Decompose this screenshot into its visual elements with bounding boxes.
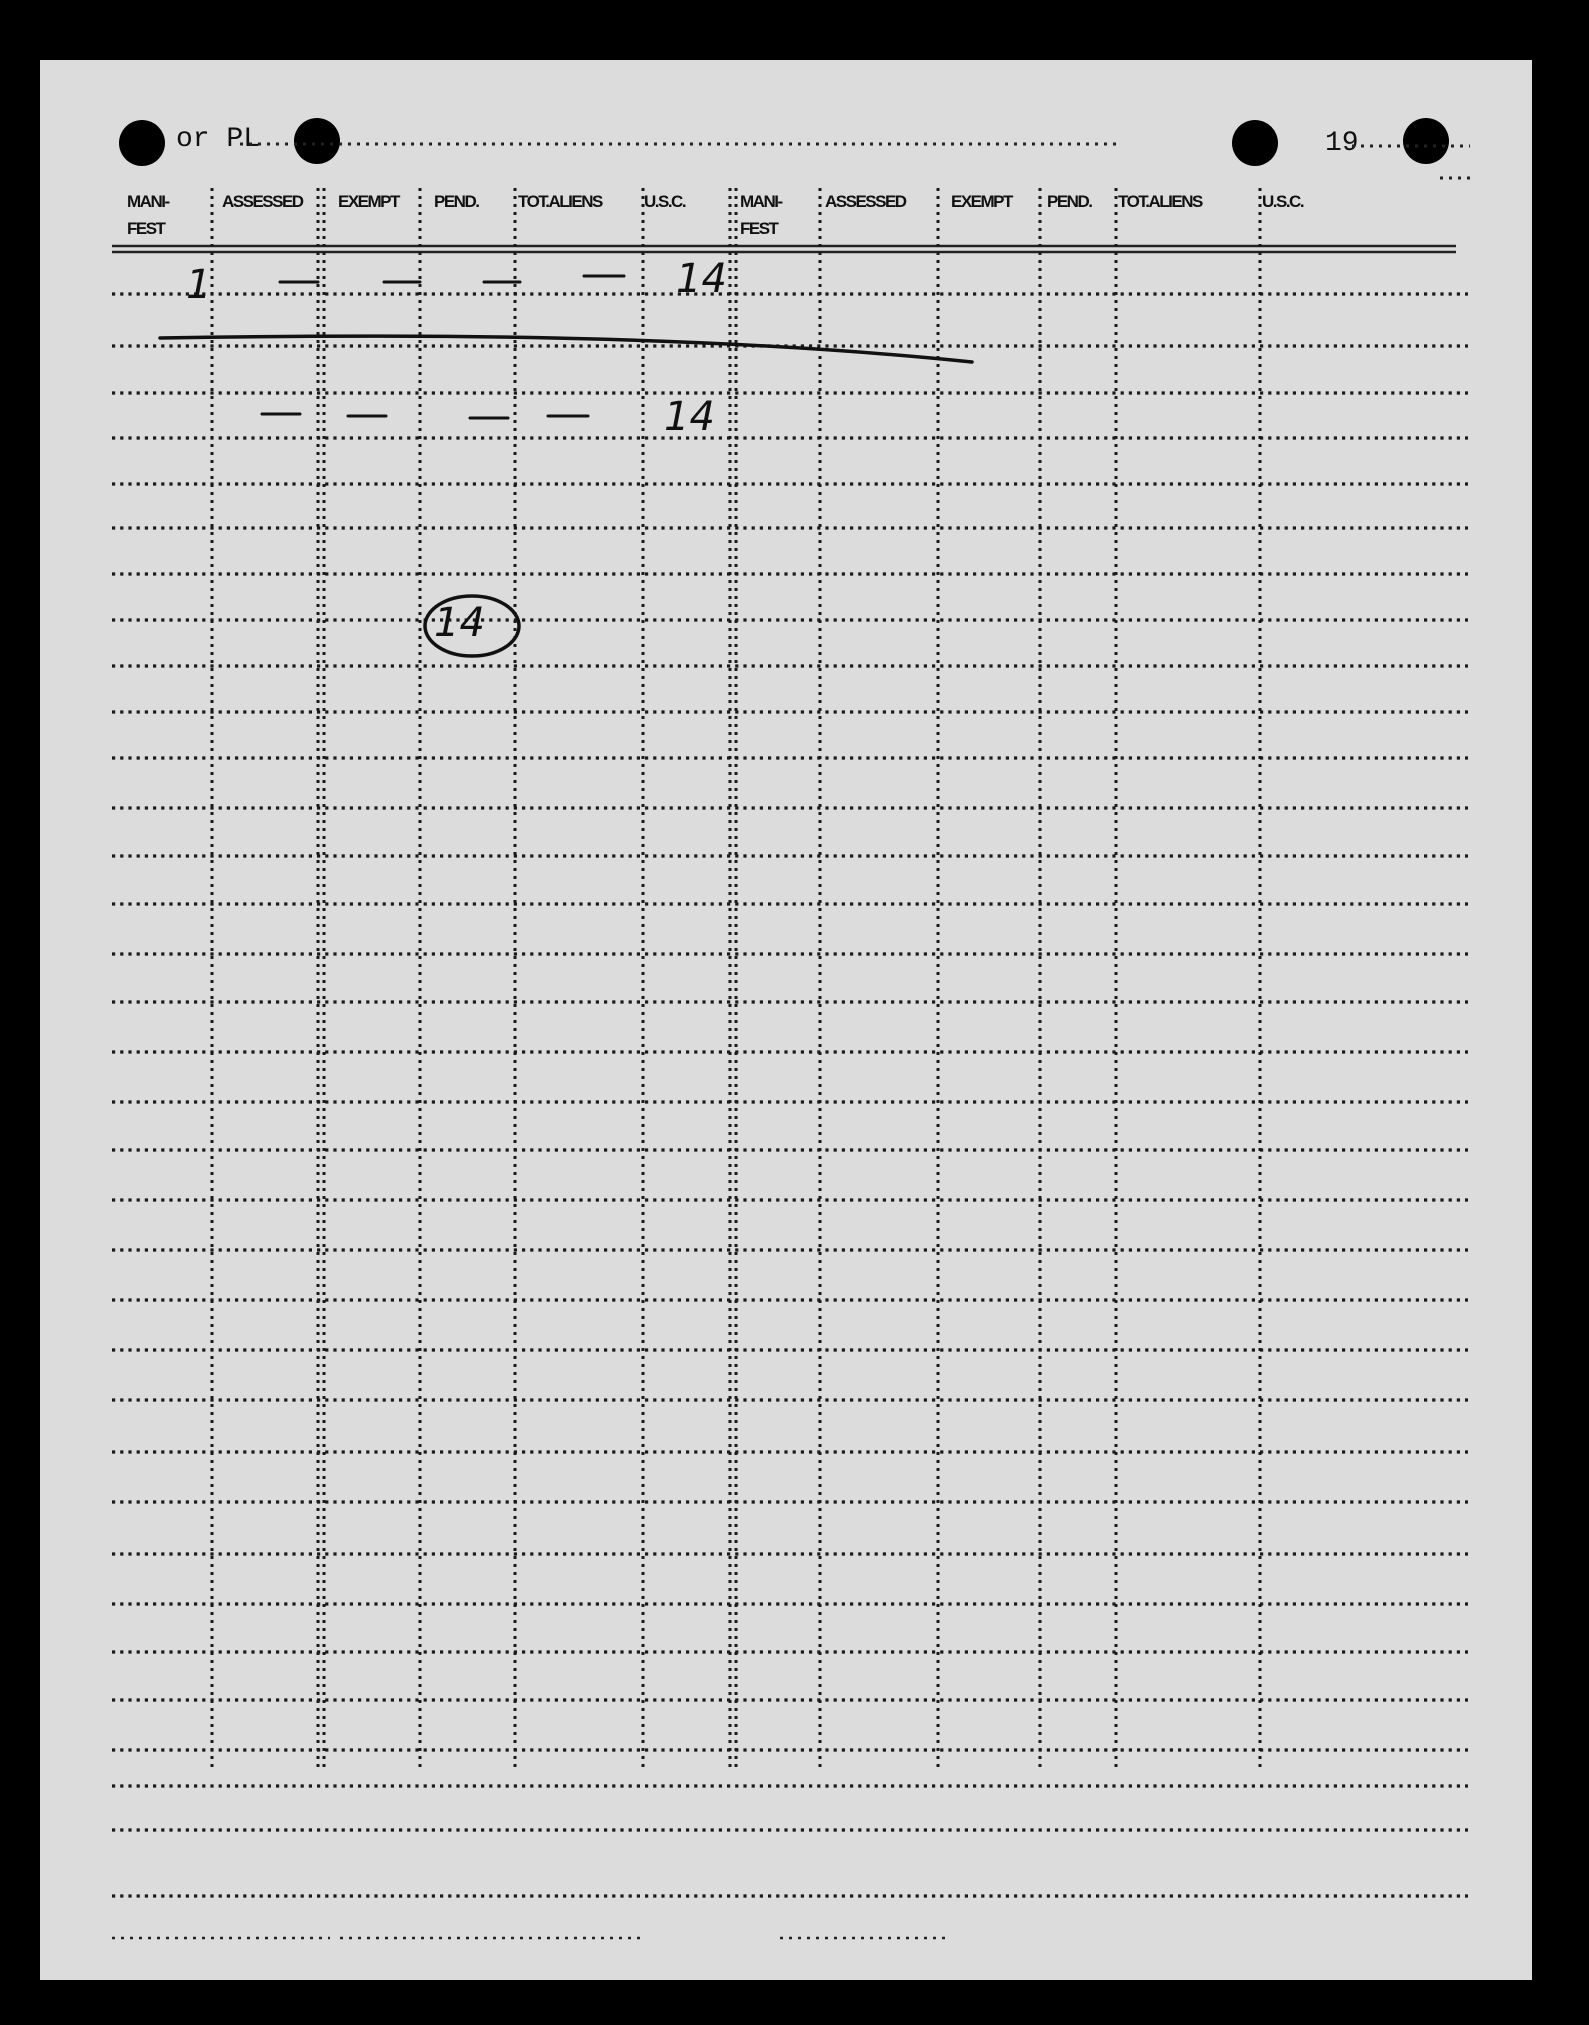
- row3-usc-entry: 14: [664, 394, 715, 440]
- column-header-right-5: TOT.ALIENS: [1118, 192, 1202, 211]
- column-header-right-1: MANI- FEST: [740, 192, 782, 238]
- column-header-right-4: PEND.: [1047, 192, 1092, 211]
- column-header-left-4: PEND.: [434, 192, 479, 211]
- column-header-right-3: EXEMPT: [951, 192, 1012, 211]
- handwritten-total-line: [160, 336, 972, 362]
- header-port-label: or PL: [176, 124, 261, 155]
- column-header-left-6: U.S.C.: [644, 192, 686, 211]
- column-header-left-5: TOT.ALIENS: [518, 192, 602, 211]
- row1-manifest-entry: 1: [186, 262, 212, 308]
- circled-total-entry: 14: [434, 600, 485, 646]
- column-header-left-2: ASSESSED: [222, 192, 303, 211]
- row1-usc-entry: 14: [676, 256, 727, 302]
- column-header-right-6: U.S.C.: [1262, 192, 1304, 211]
- column-header-right-2: ASSESSED: [825, 192, 906, 211]
- column-header-left-3: EXEMPT: [338, 192, 399, 211]
- header-year-label: 19: [1325, 128, 1359, 159]
- column-header-left-1: MANI- FEST: [127, 192, 169, 238]
